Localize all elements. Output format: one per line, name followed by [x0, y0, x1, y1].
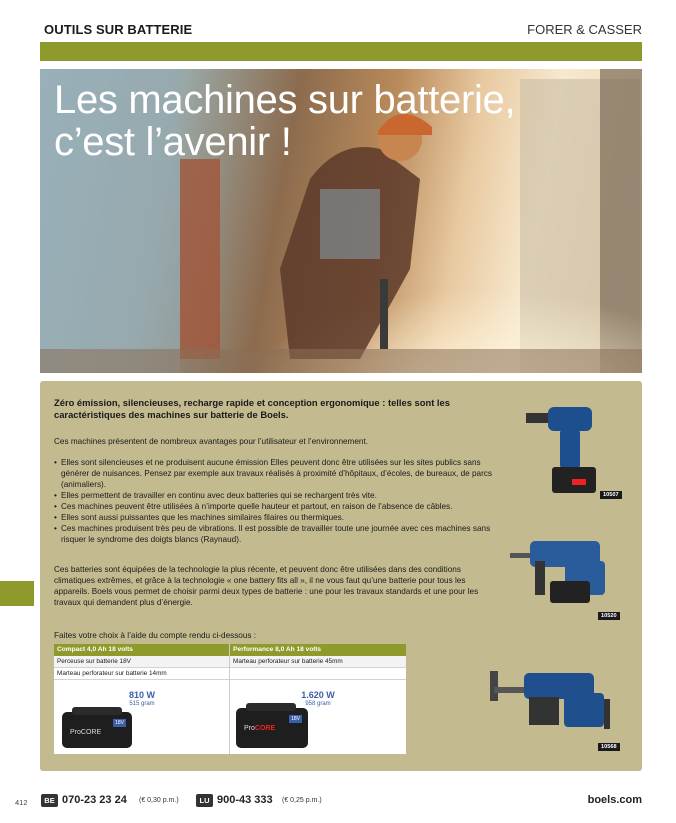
table-cell: Marteau perforateur sur batterie 14mm — [54, 668, 229, 680]
choose-text: Faites votre choix à l’aide du compte rendu ci-dessous : — [54, 631, 257, 640]
product-code: 10520 — [598, 612, 620, 620]
intro-text: Zéro émission, silencieuses, recharge rapide et conception ergonomique : telles sont les caractéristiques des machines sur batterie de Boels. — [54, 397, 450, 420]
rotary-hammer-icon — [510, 531, 620, 611]
battery-voltage: 18V — [291, 716, 300, 722]
table-cell: Perceuse sur batterie 18V — [54, 656, 229, 668]
product-code: 10568 — [598, 743, 620, 751]
battery-brand-pro: Pro — [244, 725, 255, 732]
battery-brand: ProCORE — [70, 729, 102, 736]
page-number: 412 — [15, 798, 28, 807]
hero-headline-line2: c’est l’avenir ! — [54, 120, 292, 164]
rate-lu: (€ 0,25 p.m.) — [282, 797, 322, 804]
page-header — [44, 21, 642, 41]
list-item: • Elles permettent de travailler en continu avec deux batteries qui se rechargent très vite. — [54, 490, 498, 501]
side-tab-marker — [0, 581, 34, 606]
battery-brand — [244, 725, 275, 732]
section-category: FORER & CASSER — [527, 22, 642, 37]
section-title: OUTILS SUR BATTERIE — [44, 22, 193, 37]
hero-photo — [40, 69, 642, 373]
table-cell — [230, 668, 406, 680]
battery-rail — [72, 707, 122, 715]
rate-be: (€ 0,30 p.m.) — [139, 797, 179, 804]
power-value: 810 W — [128, 690, 155, 700]
battery-compact-icon — [62, 712, 132, 748]
content-panel — [40, 381, 642, 771]
page-footer — [15, 793, 642, 809]
website-link[interactable]: boels.com — [587, 794, 642, 806]
battery-rail — [246, 703, 296, 711]
weight-value: 958 gram — [305, 701, 331, 707]
power-value: 1.620 W — [301, 690, 335, 700]
table-cell: Marteau perforateur sur batterie 45mm — [230, 656, 406, 668]
hero-headline-line1: Les machines sur batterie, — [54, 78, 516, 122]
hero-headline — [54, 79, 515, 163]
table-header: Performance 8,0 Ah 18 volts — [230, 644, 406, 656]
performance-battery-column — [230, 644, 406, 754]
header-accent-bar — [40, 42, 642, 61]
weight-value: 515 gram — [129, 701, 155, 707]
list-item: • Ces machines peuvent être utilisées à n’importe quelle hauteur et partout, en raison de l’absence de câbles. — [54, 501, 498, 512]
table-header: Compact 4,0 Ah 18 volts — [54, 644, 229, 656]
country-badge-be: BE — [41, 794, 58, 807]
list-item: • Elles sont aussi puissantes que les machines similaires filaires ou thermiques. — [54, 512, 498, 523]
battery-comparison-table — [54, 644, 406, 754]
phone-lu[interactable]: 900-43 333 — [217, 794, 273, 806]
lead-text: Ces machines présentent de nombreux avantages pour l’utilisateur et l’environnement. — [54, 437, 369, 446]
battery-brand-core: CORE — [254, 725, 276, 732]
phone-be[interactable]: 070-23 23 24 — [62, 794, 127, 806]
product-code: 10507 — [600, 491, 622, 499]
benefits-list — [54, 457, 498, 545]
list-item: • Ces machines produisent très peu de vibrations. Il est possible de travailler toute une journée avec ces machines sans risquer le syndrome des doigts blancs (Raynaud). — [54, 523, 498, 545]
battery-text: Ces batteries sont équipées de la technologie la plus récente, et peuvent donc être utilisées dans des conditions climatiques extrêmes, et grâce à la technologie « one battery fits all », il ne vous faut qu’une batterie pour tous les appareils. Boels vous permet de choisir parmi deux types de batterie : une pour les travaux standards et une pour les travaux qui demandent plus d’énergie. — [54, 565, 479, 607]
cordless-drill-icon — [520, 399, 600, 499]
battery-voltage: 18V — [115, 720, 124, 726]
battery-performance-icon — [236, 708, 308, 748]
compact-battery-column — [54, 644, 230, 754]
list-item: • Elles sont silencieuses et ne produisent aucune émission Elles peuvent donc être utilisées sur les sites publics sans générer de nuisances. Pensez par exemple aux travaux réalisés à proximité d’hôpitaux, d’écoles, de bureaux, de parcs (animaliers). — [54, 457, 498, 490]
country-badge-lu: LU — [196, 794, 213, 807]
rotary-hammer-dust-extraction-icon — [484, 663, 620, 743]
